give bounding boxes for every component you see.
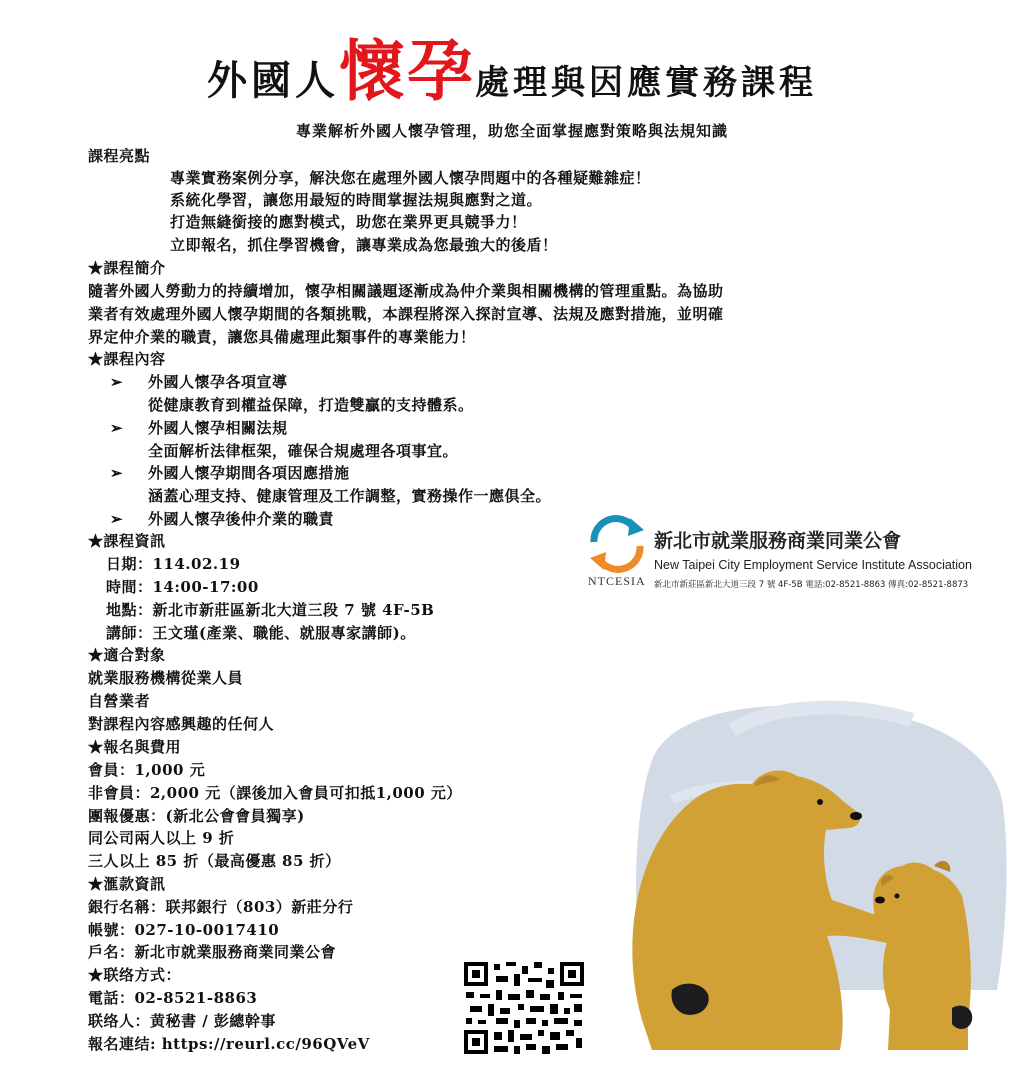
logo-address: 新北市新莊區新北大道三段 7 號 4F-5B 電話:02-8521-8863 傳真:02-8521-8873 (654, 580, 969, 590)
info-heading: ★課程資訊 (88, 532, 166, 550)
highlight-item: 立即報名，抓住學習機會，讓專業成為您最強大的後盾！ (170, 236, 558, 254)
title-part-1: 外國人 (207, 57, 339, 104)
content-item-title: 外國人懷孕期間各項因應措施 (148, 464, 350, 482)
content-item-title: 外國人懷孕各項宣導 (148, 373, 288, 391)
highlight-item: 系統化學習，讓您用最短的時間掌握法規與應對之道。 (170, 191, 543, 209)
audience-item: 對課程內容感興趣的任何人 (88, 715, 275, 733)
info-place: 地點：新北市新莊區新北大道三段 7 號 4F-5B (106, 601, 435, 619)
remit-item: 戶名：新北市就業服務商業同業公會 (88, 943, 337, 961)
content-item-title: 外國人懷孕後仲介業的職責 (148, 510, 335, 528)
arrow-bullet-icon: ➢ (110, 464, 124, 482)
intro-line: 隨著外國人勞動力的持續增加，懷孕相關議題逐漸成為仲介業與相關機構的管理重點。為協助 (88, 282, 724, 300)
arrow-bullet-icon: ➢ (110, 419, 124, 437)
content-item-title: 外國人懷孕相關法規 (148, 419, 288, 437)
intro-line: 業者有效處理外國人懷孕期間的各類挑戰，本課程將深入探討宣導、法規及應對措施，並明確 (88, 305, 724, 323)
remit-heading: ★滙款資訊 (88, 875, 166, 893)
fees-heading: ★報名與費用 (88, 738, 182, 756)
logo-abbreviation: NTCESIA (588, 574, 646, 588)
intro-heading: ★課程簡介 (88, 259, 166, 277)
qr-code-icon[interactable] (462, 960, 586, 1056)
subtitle: 專業解析外國人懷孕管理，助您全面掌握應對策略與法規知識 (295, 122, 728, 140)
info-lecturer: 講師：王文瑾(產業、職能、就服專家講師)。 (106, 624, 416, 642)
highlight-item: 專業實務案例分享，解決您在處理外國人懷孕問題中的各種疑難雜症！ (170, 169, 651, 187)
info-time: 時間：14:00-17:00 (106, 578, 259, 596)
ntcesia-emblem-icon (584, 512, 650, 576)
fee-item: 非會員：2,000 元（課後加入會員可扣抵1,000 元） (88, 784, 462, 802)
content-heading: ★課程內容 (88, 350, 166, 368)
logo-english-name: New Taipei City Employment Service Institute Association (654, 558, 972, 572)
registration-link[interactable]: 報名連结: https://reurl.cc/96QVeV (88, 1035, 370, 1053)
content-item-desc: 全面解析法律框架，確保合規處理各項事宜。 (148, 442, 459, 460)
fee-item: 團報優惠：(新北公會會員獨享) (88, 807, 305, 825)
intro-line: 界定仲介業的職責，讓您具備處理此類事件的專業能力！ (88, 328, 476, 346)
audience-heading: ★適合對象 (88, 646, 166, 664)
audience-item: 就業服務機構從業人員 (88, 669, 244, 687)
content-item-desc: 涵蓋心理支持、健康管理及工作調整，實務操作一應俱全。 (148, 487, 552, 505)
remit-item: 銀行名稱：联邦銀行（803）新莊分行 (88, 898, 354, 916)
arrow-bullet-icon: ➢ (110, 373, 124, 391)
fee-item: 會員：1,000 元 (88, 761, 206, 779)
highlights-heading: 課程亮點 (88, 147, 151, 165)
content-item-desc: 從健康教育到權益保障，打造雙贏的支持體系。 (148, 396, 474, 414)
audience-item: 自營業者 (88, 692, 151, 710)
title-part-3: 處理與因應實務課程 (475, 63, 817, 103)
bears-icon (612, 690, 1012, 1060)
contact-person: 联络人：黄秘書 / 彭總幹事 (88, 1012, 276, 1030)
contact-phone: 電話：02-8521-8863 (88, 989, 258, 1007)
association-logo (584, 512, 994, 596)
title-part-2: 懷孕 (339, 32, 475, 110)
contact-heading: ★联络方式： (88, 966, 182, 984)
highlight-item: 打造無縫銜接的應對模式，助您在業界更具競爭力！ (170, 213, 527, 231)
page-title (0, 18, 1024, 113)
logo-name: 新北市就業服務商業同業公會 (654, 530, 902, 552)
fee-item: 三人以上 85 折（最高優惠 85 折） (88, 852, 341, 870)
arrow-bullet-icon: ➢ (110, 510, 124, 528)
info-date: 日期：114.02.19 (106, 555, 241, 573)
fee-item: 同公司兩人以上 9 折 (88, 829, 235, 847)
remit-item: 帳號：027-10-0017410 (88, 921, 280, 939)
